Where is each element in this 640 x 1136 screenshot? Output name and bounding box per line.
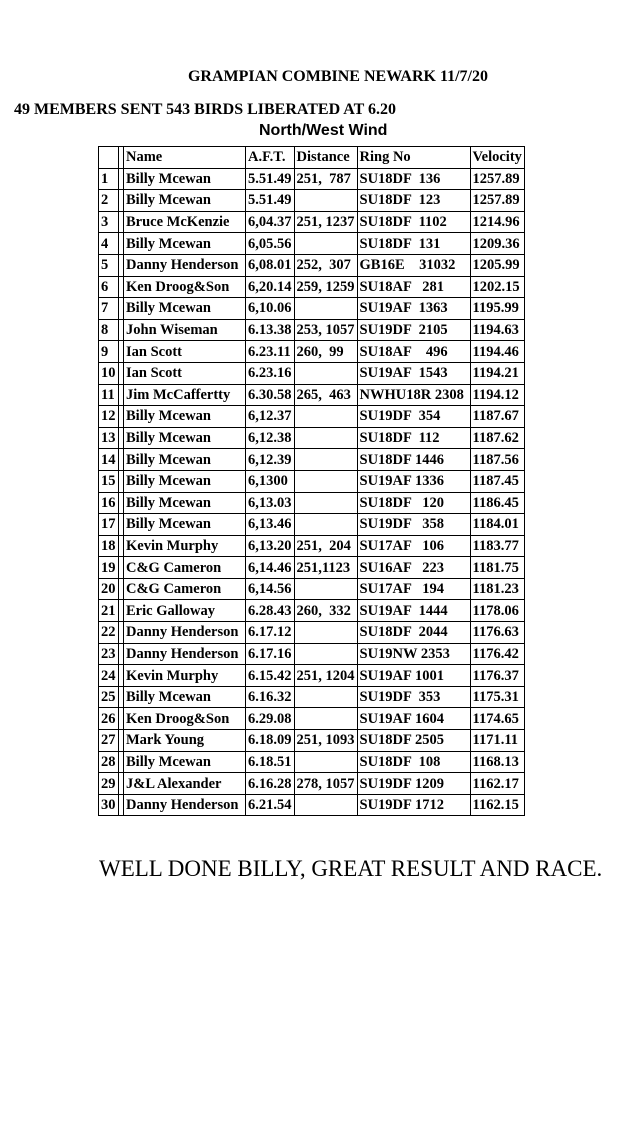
name-cell: Billy Mcewan	[124, 449, 246, 471]
name-cell: Billy Mcewan	[124, 751, 246, 773]
position-cell: 19	[99, 557, 119, 579]
velocity-cell: 1183.77	[470, 535, 524, 557]
aft-cell: 6,13.03	[246, 492, 295, 514]
distance-cell	[294, 686, 357, 708]
ring-no-cell: SU19NW 2353	[357, 643, 470, 665]
aft-cell: 6,14.46	[246, 557, 295, 579]
position-cell: 24	[99, 665, 119, 687]
table-row	[99, 643, 525, 665]
name-cell: Billy Mcewan	[124, 233, 246, 255]
name-cell: Bruce McKenzie	[124, 211, 246, 233]
table-row	[99, 622, 525, 644]
position-cell: 4	[99, 233, 119, 255]
aft-cell: 6.16.32	[246, 686, 295, 708]
table-row	[99, 190, 525, 212]
ring-no-cell: SU18AF 281	[357, 276, 470, 298]
ring-no-cell: SU18AF 496	[357, 341, 470, 363]
name-cell: Ken Droog&Son	[124, 276, 246, 298]
velocity-cell: 1195.99	[470, 298, 524, 320]
distance-cell: 252, 307	[294, 254, 357, 276]
aft-cell: 6.15.42	[246, 665, 295, 687]
distance-cell: 265, 463	[294, 384, 357, 406]
position-cell: 14	[99, 449, 119, 471]
position-cell: 13	[99, 427, 119, 449]
ring-no-cell: SU18DF 123	[357, 190, 470, 212]
position-cell: 18	[99, 535, 119, 557]
table-row	[99, 384, 525, 406]
distance-cell	[294, 362, 357, 384]
name-cell: Billy Mcewan	[124, 686, 246, 708]
velocity-cell: 1171.11	[470, 730, 524, 752]
velocity-cell: 1162.15	[470, 794, 524, 816]
table-row	[99, 730, 525, 752]
ring-no-cell: SU19DF 2105	[357, 319, 470, 341]
aft-cell: 6,12.37	[246, 406, 295, 428]
position-cell: 25	[99, 686, 119, 708]
table-row	[99, 406, 525, 428]
position-cell: 15	[99, 470, 119, 492]
position-cell: 3	[99, 211, 119, 233]
aft-cell: 6,10.06	[246, 298, 295, 320]
velocity-cell: 1181.23	[470, 578, 524, 600]
aft-cell: 6,08.01	[246, 254, 295, 276]
aft-cell: 6.30.58	[246, 384, 295, 406]
position-cell: 28	[99, 751, 119, 773]
wind-direction: North/West Wind	[259, 122, 388, 139]
ring-no-cell: SU19DF 1712	[357, 794, 470, 816]
velocity-cell: 1174.65	[470, 708, 524, 730]
aft-cell: 6.16.28	[246, 773, 295, 795]
ring-no-cell: SU17AF 106	[357, 535, 470, 557]
race-summary: 49 MEMBERS SENT 543 BIRDS LIBERATED AT 6.20	[14, 101, 397, 118]
distance-cell	[294, 708, 357, 730]
ring-no-cell: SU19DF 353	[357, 686, 470, 708]
page-title	[0, 68, 640, 86]
aft-cell: 6,12.38	[246, 427, 295, 449]
ring-no-cell: SU18DF 120	[357, 492, 470, 514]
table-row	[99, 514, 525, 536]
column-header-aft: A.F.T.	[246, 147, 295, 169]
ring-no-cell: SU17AF 194	[357, 578, 470, 600]
column-header-velocity: Velocity	[470, 147, 524, 169]
velocity-cell: 1176.42	[470, 643, 524, 665]
ring-no-cell: SU19DF 1209	[357, 773, 470, 795]
name-cell: Danny Henderson	[124, 794, 246, 816]
aft-cell: 6,04.37	[246, 211, 295, 233]
distance-cell: 251, 1237	[294, 211, 357, 233]
table-row	[99, 362, 525, 384]
table-header-row	[99, 147, 525, 169]
distance-cell: 251,1123	[294, 557, 357, 579]
name-cell: C&G Cameron	[124, 557, 246, 579]
aft-cell: 6,13.20	[246, 535, 295, 557]
aft-cell: 5.51.49	[246, 168, 295, 190]
position-cell: 30	[99, 794, 119, 816]
ring-no-cell: SU19AF 1363	[357, 298, 470, 320]
velocity-cell: 1187.56	[470, 449, 524, 471]
ring-no-cell: SU16AF 223	[357, 557, 470, 579]
name-cell: C&G Cameron	[124, 578, 246, 600]
position-cell: 27	[99, 730, 119, 752]
aft-cell: 6.21.54	[246, 794, 295, 816]
aft-cell: 6,20.14	[246, 276, 295, 298]
aft-cell: 6,14.56	[246, 578, 295, 600]
position-cell: 7	[99, 298, 119, 320]
table-row	[99, 449, 525, 471]
ring-no-cell: SU18DF 2044	[357, 622, 470, 644]
table-row	[99, 254, 525, 276]
position-cell: 26	[99, 708, 119, 730]
table-row	[99, 341, 525, 363]
velocity-cell: 1168.13	[470, 751, 524, 773]
ring-no-cell: SU19AF 1336	[357, 470, 470, 492]
name-cell: Danny Henderson	[124, 622, 246, 644]
position-cell: 11	[99, 384, 119, 406]
position-cell: 1	[99, 168, 119, 190]
name-cell: Danny Henderson	[124, 254, 246, 276]
aft-cell: 6.17.16	[246, 643, 295, 665]
ring-no-cell: SU18DF 136	[357, 168, 470, 190]
ring-no-cell: SU18DF 2505	[357, 730, 470, 752]
congratulation-message: WELL DONE BILLY, GREAT RESULT AND RACE.	[99, 856, 603, 881]
ring-no-cell: SU18DF 131	[357, 233, 470, 255]
velocity-cell: 1181.75	[470, 557, 524, 579]
velocity-cell: 1162.17	[470, 773, 524, 795]
velocity-cell: 1257.89	[470, 190, 524, 212]
name-cell: Billy Mcewan	[124, 168, 246, 190]
table-row	[99, 233, 525, 255]
name-cell: Billy Mcewan	[124, 492, 246, 514]
distance-cell: 251, 1093	[294, 730, 357, 752]
name-cell: Billy Mcewan	[124, 298, 246, 320]
table-row	[99, 470, 525, 492]
table-row	[99, 773, 525, 795]
velocity-cell: 1205.99	[470, 254, 524, 276]
position-cell: 2	[99, 190, 119, 212]
ring-no-cell: SU19AF 1543	[357, 362, 470, 384]
distance-cell	[294, 406, 357, 428]
position-cell: 8	[99, 319, 119, 341]
position-cell: 23	[99, 643, 119, 665]
table-row	[99, 276, 525, 298]
name-cell: Ian Scott	[124, 341, 246, 363]
table-row	[99, 211, 525, 233]
aft-cell: 6.29.08	[246, 708, 295, 730]
position-cell: 20	[99, 578, 119, 600]
aft-cell: 6.23.16	[246, 362, 295, 384]
velocity-cell: 1184.01	[470, 514, 524, 536]
table-row	[99, 751, 525, 773]
position-cell: 10	[99, 362, 119, 384]
table-row	[99, 319, 525, 341]
table-row	[99, 535, 525, 557]
velocity-cell: 1178.06	[470, 600, 524, 622]
aft-cell: 6,12.39	[246, 449, 295, 471]
name-cell: Kevin Murphy	[124, 665, 246, 687]
distance-cell	[294, 751, 357, 773]
position-cell: 6	[99, 276, 119, 298]
velocity-cell: 1214.96	[470, 211, 524, 233]
distance-cell	[294, 578, 357, 600]
table-row	[99, 557, 525, 579]
aft-cell: 5.51.49	[246, 190, 295, 212]
table-row	[99, 794, 525, 816]
velocity-cell: 1194.12	[470, 384, 524, 406]
results-table	[98, 146, 525, 816]
name-cell: Kevin Murphy	[124, 535, 246, 557]
velocity-cell: 1257.89	[470, 168, 524, 190]
velocity-cell: 1187.62	[470, 427, 524, 449]
name-cell: Billy Mcewan	[124, 470, 246, 492]
distance-cell: 251, 1204	[294, 665, 357, 687]
name-cell: John Wiseman	[124, 319, 246, 341]
name-cell: Jim McCaffertty	[124, 384, 246, 406]
velocity-cell: 1194.63	[470, 319, 524, 341]
column-header-name: Name	[124, 147, 246, 169]
distance-cell	[294, 449, 357, 471]
position-cell: 21	[99, 600, 119, 622]
position-cell: 16	[99, 492, 119, 514]
distance-cell: 253, 1057	[294, 319, 357, 341]
position-cell: 12	[99, 406, 119, 428]
table-row	[99, 492, 525, 514]
distance-cell	[294, 233, 357, 255]
name-cell: Mark Young	[124, 730, 246, 752]
distance-cell	[294, 190, 357, 212]
ring-no-cell: SU19DF 358	[357, 514, 470, 536]
table-row	[99, 578, 525, 600]
position-cell: 9	[99, 341, 119, 363]
name-cell: Billy Mcewan	[124, 427, 246, 449]
velocity-cell: 1187.67	[470, 406, 524, 428]
distance-cell	[294, 622, 357, 644]
table-row	[99, 298, 525, 320]
name-cell: Billy Mcewan	[124, 406, 246, 428]
name-cell: Billy Mcewan	[124, 514, 246, 536]
aft-cell: 6.17.12	[246, 622, 295, 644]
table-row	[99, 427, 525, 449]
distance-cell: 260, 332	[294, 600, 357, 622]
aft-cell: 6,13.46	[246, 514, 295, 536]
name-cell: Ian Scott	[124, 362, 246, 384]
ring-no-cell: SU19AF 1001	[357, 665, 470, 687]
aft-cell: 6,1300	[246, 470, 295, 492]
distance-cell	[294, 643, 357, 665]
distance-cell	[294, 514, 357, 536]
column-header-distance: Distance	[294, 147, 357, 169]
velocity-cell: 1186.45	[470, 492, 524, 514]
table-row	[99, 600, 525, 622]
distance-cell: 259, 1259	[294, 276, 357, 298]
table-row	[99, 686, 525, 708]
velocity-cell: 1194.21	[470, 362, 524, 384]
position-cell: 17	[99, 514, 119, 536]
distance-cell	[294, 427, 357, 449]
velocity-cell: 1175.31	[470, 686, 524, 708]
table-row	[99, 665, 525, 687]
ring-no-cell: SU18DF 108	[357, 751, 470, 773]
position-cell: 22	[99, 622, 119, 644]
name-cell: Billy Mcewan	[124, 190, 246, 212]
name-cell: Ken Droog&Son	[124, 708, 246, 730]
position-cell: 29	[99, 773, 119, 795]
ring-no-cell: SU19DF 354	[357, 406, 470, 428]
ring-no-cell: NWHU18R 2308	[357, 384, 470, 406]
distance-cell: 278, 1057	[294, 773, 357, 795]
column-header-ring-no: Ring No	[357, 147, 470, 169]
velocity-cell: 1187.45	[470, 470, 524, 492]
aft-cell: 6.23.11	[246, 341, 295, 363]
column-header-position	[99, 147, 119, 169]
table-row	[99, 708, 525, 730]
name-cell: J&L Alexander	[124, 773, 246, 795]
aft-cell: 6.13.38	[246, 319, 295, 341]
table-row	[99, 168, 525, 190]
distance-cell	[294, 298, 357, 320]
distance-cell: 251, 204	[294, 535, 357, 557]
ring-no-cell: SU18DF 1446	[357, 449, 470, 471]
velocity-cell: 1209.36	[470, 233, 524, 255]
distance-cell: 251, 787	[294, 168, 357, 190]
ring-no-cell: SU19AF 1604	[357, 708, 470, 730]
aft-cell: 6.18.51	[246, 751, 295, 773]
distance-cell	[294, 492, 357, 514]
distance-cell	[294, 794, 357, 816]
title-text: GRAMPIAN COMBINE NEWARK 11/7/20	[187, 68, 488, 85]
aft-cell: 6.18.09	[246, 730, 295, 752]
ring-no-cell: SU18DF 1102	[357, 211, 470, 233]
velocity-cell: 1194.46	[470, 341, 524, 363]
ring-no-cell: SU19AF 1444	[357, 600, 470, 622]
name-cell: Eric Galloway	[124, 600, 246, 622]
aft-cell: 6.28.43	[246, 600, 295, 622]
aft-cell: 6,05.56	[246, 233, 295, 255]
position-cell: 5	[99, 254, 119, 276]
ring-no-cell: SU18DF 112	[357, 427, 470, 449]
distance-cell: 260, 99	[294, 341, 357, 363]
velocity-cell: 1202.15	[470, 276, 524, 298]
results-body	[99, 168, 525, 816]
distance-cell	[294, 470, 357, 492]
name-cell: Danny Henderson	[124, 643, 246, 665]
ring-no-cell: GB16E 31032	[357, 254, 470, 276]
velocity-cell: 1176.37	[470, 665, 524, 687]
velocity-cell: 1176.63	[470, 622, 524, 644]
